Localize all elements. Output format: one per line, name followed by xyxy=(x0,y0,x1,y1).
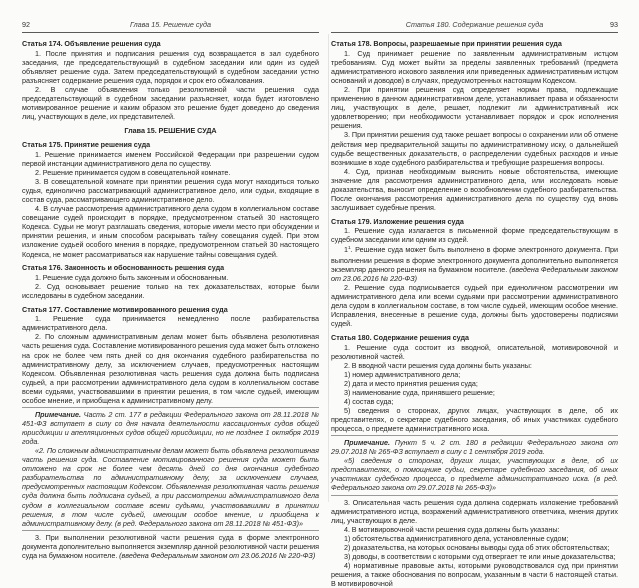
text-segment: 1 xyxy=(344,244,348,254)
editorial-note xyxy=(331,435,618,456)
article-heading xyxy=(331,333,618,342)
text-segment: 2) дата и место принятия решения суда; xyxy=(344,378,478,388)
body-paragraph xyxy=(331,498,618,525)
text-segment: 4. В случае рассмотрения административного дела судом в коллегиальном составе совещание судей происходит в порядке, предусмотренном статьей 30 настоящего Кодекса. Судьи не могут разглашать сведения, которые имели место при обсуждении и принятии решения, и иным способом раскрывать тайну совещания судей. При этом изложение судьей особого мнения в порядке, предусмотренном статьей 30 настоящего Кодекса, не может рассматриваться как нарушение тайны совещания судей. xyxy=(22,204,319,259)
body-paragraph xyxy=(22,273,319,282)
body-paragraph xyxy=(331,130,618,166)
text-segment: Статья 180. Содержание решения суда xyxy=(331,332,470,342)
text-segment: «2. По сложным административным делам может быть объявлена резолютивная часть решения суда. Составление мотивированного решения суда может быть отложено на срок не более чем десять дней со дня окончания судебного разбирательства по административному делу, за исключением случаев, предусмотренных настоящим Кодексом. Объявленная резолютивная часть решения суда должна быть подписана судьей, а при рассмотрении административного дела судом в коллегиальном составе всеми судьями, участвовавшими в принятии решения, в том числе судьей, имеющим особое мнение, и приобщена к административному делу. (в ред. Федерального закона от 28.11.2018 № 451-ФЗ)» xyxy=(22,445,319,528)
body-paragraph xyxy=(331,361,618,370)
text-segment: 2) доказательства, на которых основаны выводы суда об этих обстоятельствах; xyxy=(344,542,610,552)
text-segment: 1. Решение суда должно быть законным и обоснованным. xyxy=(35,272,229,282)
list-item-paragraph xyxy=(331,388,618,397)
page-right-body xyxy=(331,39,618,588)
article-heading xyxy=(22,39,319,48)
article-heading xyxy=(331,217,618,226)
text-segment: Статья 174. Объявление решения суда xyxy=(22,39,161,48)
page-number-left: 92 xyxy=(22,20,30,29)
body-paragraph xyxy=(331,343,618,361)
text-segment: 3. В совещательной комнате при принятии решения суда могут находиться только судья, единолично рассматривающий административное дело, или судьи, входящие в состав суда, рассматривающего административное дело. xyxy=(22,176,319,204)
body-paragraph xyxy=(331,283,618,328)
text-segment: 1. Решение суда состоит из вводной, описательной, мотивировочной и резолютивной частей. xyxy=(331,342,618,361)
text-segment: 3) доводы, в соответствии с которыми суд отвергает те или иные доказательства; xyxy=(344,552,616,562)
text-segment: 1 xyxy=(348,246,351,252)
list-item-paragraph xyxy=(331,370,618,379)
text-segment: Пункт 5 ч. 2 ст. 180 в редакции Федерального закона от 29.07.2018 № 265-ФЗ вступает в силу с 1 сентября 2019 года. xyxy=(331,437,618,457)
text-segment: Статья 177. Составление мотивированного решения суда xyxy=(22,304,228,314)
body-paragraph xyxy=(22,204,319,259)
quoted-amendment-text xyxy=(331,456,618,495)
list-item-paragraph xyxy=(331,397,618,406)
text-segment: «5) сведения о сторонах, других лицах, участвующих в деле, об их представителях, о помощнике судьи, секретаре судебного заседания, об иных участниках судебного процесса, о предмете административного иска. (в ред. Федерального закона от 29.07.2018 № 265-ФЗ)» xyxy=(331,456,618,493)
page-left-body xyxy=(22,39,319,560)
text-segment: (введена Федеральным законом от 23.06.2016 № 220-ФЗ) xyxy=(331,264,618,283)
body-paragraph xyxy=(22,150,319,168)
text-segment: 4) состав суда; xyxy=(344,397,394,407)
body-paragraph xyxy=(331,226,618,244)
body-paragraph xyxy=(22,168,319,177)
body-paragraph xyxy=(331,49,618,85)
text-segment: 5) сведения о сторонах, других лицах, участвующих в деле, об их представителях, о секретаре судебного заседания, об иных участниках судебного процесса, о предмете административного иска. xyxy=(331,406,618,434)
page-number-right: 93 xyxy=(610,20,618,29)
text-segment: 2. В вводной части решения суда должны быть указаны: xyxy=(344,360,532,370)
body-paragraph xyxy=(331,85,618,130)
text-segment: Часть 2 ст. 177 в редакции Федерального закона от 28.11.2018 № 451-ФЗ вступает в силу со дня начала деятельности кассационных судов общей юрисдикции и апелляционных судов общей юрисдикции, но не позднее 1 октября 2019 года. xyxy=(22,409,319,446)
text-segment: 2. При принятии решения суд определяет нормы права, подлежащие применению в данном административном деле, устанавливает права и обязанности лиц, участвующих в деле, решает, подлежит ли административный иск удовлетворению; при необходимости устанавливает порядок и срок исполнения решения. xyxy=(331,84,618,131)
text-segment: 3. Описательная часть решения суда должна содержать изложение требований административного истца, возражений административного ответчика, мнения других лиц, участвующих в деле. xyxy=(331,497,618,525)
article-heading xyxy=(331,39,618,48)
body-paragraph xyxy=(22,533,319,560)
editorial-note xyxy=(22,407,319,446)
body-paragraph xyxy=(331,245,618,283)
text-segment: Статья 179. Изложение решения суда xyxy=(331,216,464,226)
text-segment: 2. По сложным административным делам может быть объявлена резолютивная часть решения суда. Составление мотивированного решения суда может быть отложено на срок не более чем пять дней со дня окончания судебного разбирательства по административному делу, за исключением случаев, предусмотренных настоящим Кодексом. Объявленная резолютивная часть решения суда должна быть подписана судьей, а при рассмотрении административного дела судом в коллегиальном составе всеми судьями, участвовавшими в принятии решения, в том числе судьей, имеющим особое мнение, и приобщена к административному делу. xyxy=(22,332,319,405)
text-segment: 1) номер административного дела; xyxy=(344,369,461,379)
text-segment: 2. Решение суда подписывается судьей при единоличном рассмотрении им административного дела или всеми судьями при рассмотрении административного дела судом в коллегиальном составе, в том числе судьей, имеющим особое мнение. Исправления, внесенные в решение суда, должны быть удостоверены подписями судей. xyxy=(331,282,618,329)
list-item-paragraph xyxy=(331,534,618,543)
text-segment: 2. В случае объявления только резолютивной части решения суда председательствующий в судебном заседании разъясняет, когда будет изготовлено мотивированное решение и каким образом это решение будет доведено до сведения лиц, участвующих в деле, их представителей. xyxy=(22,84,319,122)
text-segment: 2. Решение принимается судом в совещательной комнате. xyxy=(35,167,231,177)
body-paragraph xyxy=(22,332,319,405)
body-paragraph xyxy=(331,525,618,534)
body-paragraph xyxy=(22,49,319,85)
text-segment: 1. Решение принимается именем Российской Федерации при разрешении судом первой инстанции административного дела по существу. xyxy=(22,149,319,168)
body-paragraph xyxy=(22,314,319,332)
text-segment: Статья 175. Принятие решения суда xyxy=(22,139,151,149)
text-segment: 4. В мотивировочной части решения суда должны быть указаны: xyxy=(344,524,560,534)
list-item-paragraph xyxy=(331,552,618,561)
page-gutter-shadow xyxy=(328,34,329,502)
quoted-amendment-text xyxy=(22,446,319,531)
text-segment: 1. Суд принимает решение по заявленным административным истцом требованиям. Суд может выйти за пределы заявленных требований (предмета административного искового заявления или приведенных административным истцом оснований и доводов) в случаях, предусмотренных настоящим Кодексом. xyxy=(331,48,618,85)
text-segment: Статья 176. Законность и обоснованность решения суда xyxy=(22,263,225,273)
list-item-paragraph xyxy=(331,543,618,552)
page-right-header xyxy=(331,20,618,33)
text-segment: 1. После принятия и подписания решения суд возвращается в зал судебного заседания, где председательствующий в судебном заседании или один из судей объявляет решение суда. Затем председательствующий в судебном заседании устно разъясняет содержание решения суда, порядок и срок его обжалования. xyxy=(22,48,319,85)
page-left-header xyxy=(22,20,319,33)
running-head-left: Глава 15. Решение суда xyxy=(130,20,211,29)
text-segment: 3. При выполнении резолютивной части решения суда в форме электронного документа дополнительно выполняется экземпляр данной резолютивной части решения суда на бумажном носителе. xyxy=(22,532,319,560)
text-segment: 1. Решение суда принимается немедленно после разбирательства административного дела. xyxy=(22,314,319,333)
body-paragraph xyxy=(22,177,319,204)
text-segment: 4) нормативные правовые акты, которыми руководствовался суд при принятии решения, а также обоснования по вопросам, указанным в части 6 настоящей статьи. В мотивировочной xyxy=(331,561,618,588)
text-segment: . Решение суда может быть выполнено в форме электронного документа. При выполнении решения в форме электронного документа дополнительно выполняется экземпляр данного решения на бумажном носителе. xyxy=(331,244,618,274)
text-segment: 3. При принятии решения суд также решает вопросы о сохранении или об отмене действия мер предварительной защиты по административному иску, о дальнейшей судьбе вещественных доказательств, о распределении судебных расходов и иные возникшие в ходе судебного разбирательства и требующие разрешения вопросы. xyxy=(331,130,618,167)
page-left xyxy=(22,20,319,560)
running-head-right: Статья 180. Содержание решения суда xyxy=(405,20,544,29)
article-heading xyxy=(22,263,319,272)
list-item-paragraph xyxy=(331,379,618,388)
article-heading xyxy=(22,305,319,314)
list-item-paragraph xyxy=(331,406,618,433)
article-heading xyxy=(22,140,319,149)
chapter-heading xyxy=(22,126,319,135)
text-segment: Примечание. xyxy=(35,409,81,419)
text-segment: Глава 15. РЕШЕНИЕ СУДА xyxy=(124,126,217,136)
text-segment: Примечание. xyxy=(344,437,390,447)
list-item-paragraph xyxy=(331,561,618,588)
text-segment: (введена Федеральным законом от 23.06.2016 № 220-ФЗ) xyxy=(119,550,316,560)
text-segment: 2. Суд основывает решение только на тех доказательствах, которые были исследованы в судебном заседании. xyxy=(22,281,319,300)
text-segment: 1. Решение суда излагается в письменной форме председательствующим в судебном заседании или одним из судей. xyxy=(331,226,618,245)
text-segment: Статья 178. Вопросы, разрешаемые при принятии решения суда xyxy=(331,39,562,48)
text-segment: 4. Суд, признав необходимым выяснить новые обстоятельства, имеющие значение для рассмотрения административного дела, или исследовать новые доказательства, выносит определение о возобновлении судебного разбирательства. После окончания рассмотрения административного дела по существу суд вновь заслушивает судебные прения. xyxy=(331,166,618,213)
text-segment: 1) обстоятельства административного дела, установленные судом; xyxy=(344,533,569,543)
body-paragraph xyxy=(331,167,618,212)
text-segment: 3) наименование суда, принявшего решение; xyxy=(344,387,495,397)
page-right xyxy=(331,20,618,588)
body-paragraph xyxy=(22,282,319,300)
body-paragraph xyxy=(22,85,319,121)
